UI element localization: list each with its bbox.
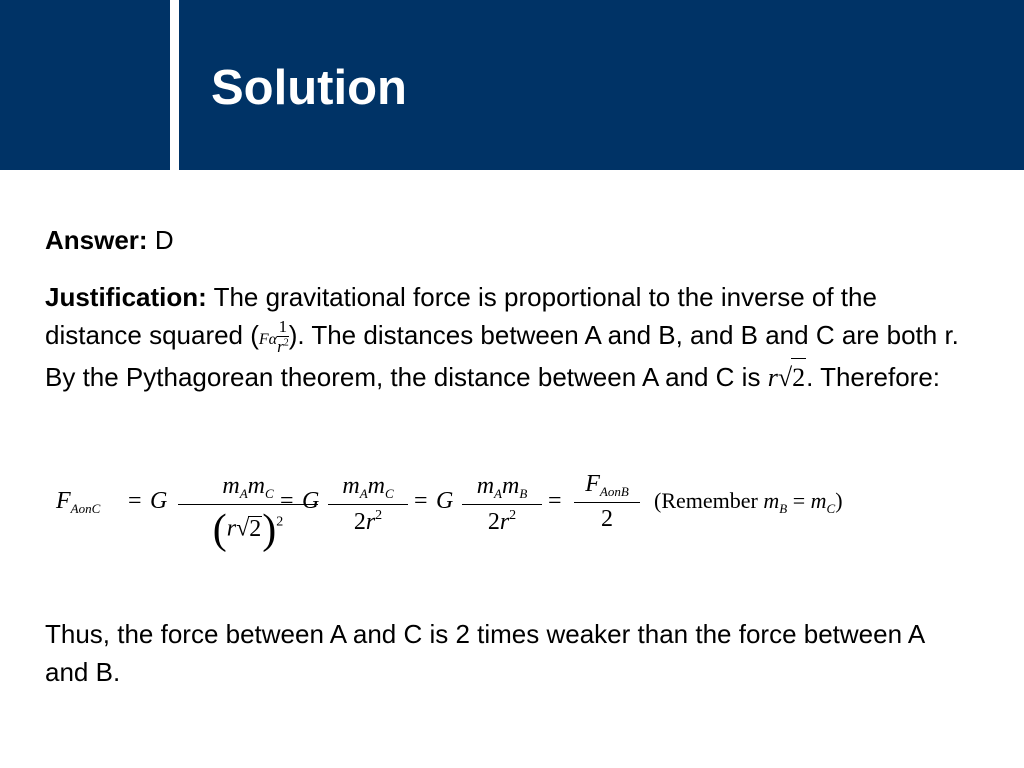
justification-text-2: ). The distances between A and B, and B and C are both r. By the Pythagorean theorem, the distance between A and C is [45,319,959,392]
answer-line [45,222,975,260]
eq-fraction-1 [178,474,318,551]
fraction-2-numerator: $m_Am_C$ [328,474,408,505]
fraction-numerator: 1 [278,317,288,337]
distance-ac-expression [768,363,806,392]
answer-value: D [154,225,174,255]
sqrt-symbol: √ [777,363,793,392]
eq-G-1: G [150,488,168,514]
inverse-square-fraction [277,318,289,355]
eq-fraction-2 [328,474,408,534]
justification-label: Justification: [45,282,207,312]
fraction-den-exponent: 2 [283,337,289,349]
eq-equals-1: = [128,488,142,514]
answer-label: Answer: [45,225,148,255]
fraction-3-denominator: $2r^2$ [487,508,517,535]
distance-r: r [767,363,778,392]
fraction-denominator [277,337,289,355]
page-title: Solution [211,61,407,115]
fraction-3-numerator: $m_Am_B$ [462,474,542,505]
eq-lhs: $F_{AonC}$ [56,488,101,516]
fraction-4-numerator: $F_{AonB}$ [574,472,640,503]
proportional-symbol: Fα [258,330,278,348]
sqrt-radicand: 2 [791,358,806,397]
fraction-4-denominator: 2 [601,506,613,532]
fraction-1-numerator: $m_Am_C$ [178,474,318,505]
eq-fraction-4 [574,472,640,531]
eq-G-2: G [302,488,320,514]
fraction-den-r: r [277,337,284,357]
justification-text-1: The gravitational force is proportional to the inverse of the distance squared ( [45,282,877,350]
eq-equals-2: = [280,488,294,514]
conclusion-paragraph: Thus, the force between A and C is 2 times weaker than the force between A and B. [45,619,924,687]
eq-equals-3: = [414,488,428,514]
justification-text-3: . Therefore: [806,362,941,392]
eq-equals-4: = [548,488,562,514]
header-divider [170,0,179,170]
remember-note: (Remember $m_B = m_C$) [654,488,843,516]
fraction-1-denominator: $(r√2)^2$ [212,507,284,553]
force-equation [56,470,986,570]
justification-paragraph [45,279,975,397]
eq-G-3: G [436,488,454,514]
fraction-2-denominator: $2r^2$ [353,508,383,535]
header-left-panel [0,0,170,170]
eq-fraction-3 [462,474,542,534]
